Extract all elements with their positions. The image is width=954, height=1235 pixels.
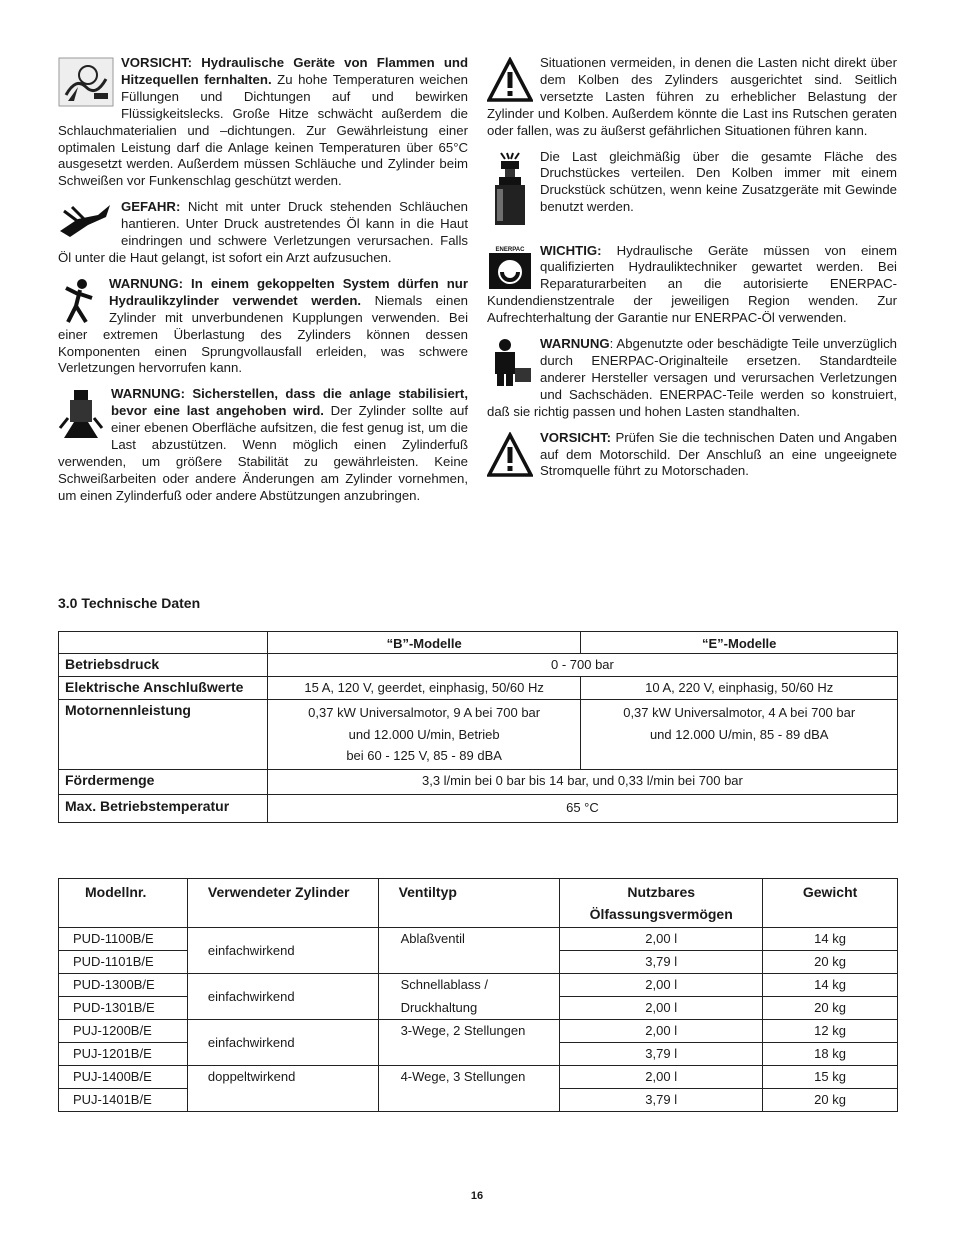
model-cell: PUJ-1400B/E (59, 1066, 188, 1089)
model-header-row (59, 879, 898, 928)
saddle-load-icon (487, 151, 533, 229)
model-cell: PUD-1101B/E (59, 951, 188, 974)
model-cell: PUD-1301B/E (59, 997, 188, 1020)
model-cell: PUJ-1200B/E (59, 1020, 188, 1043)
motor-e-line: und 12.000 U/min, 85 - 89 dBA (649, 726, 829, 742)
cylinder-cell: einfachwirkend (187, 1020, 378, 1066)
spec-row-betriebsdruck (59, 654, 898, 677)
spec-value-anschluss-e: 10 A, 220 V, einphasig, 50/60 Hz (581, 677, 898, 700)
table-row (59, 974, 898, 997)
header-capacity-line2: Ölfassungsvermögen (589, 906, 733, 922)
danger-hose-paragraph (58, 199, 468, 267)
danger-hose-text: Nicht mit unter Druck stehenden Schläuchen hantieren. Unter Druck austretendes Öl kann in die Haut eindringen und schwere Verletzungen verursachen. Falls Öl unter die Haut gelangt, ist sofort ein Arzt aufzusuchen. (58, 199, 468, 265)
spec-value-temperatur: 65 °C (267, 794, 897, 822)
coupled-system-paragraph (58, 276, 468, 377)
motor-b-line: bei 60 - 125 V, 85 - 89 dBA (346, 748, 502, 763)
warning-triangle-icon (487, 57, 533, 103)
stabilize-paragraph (58, 386, 468, 504)
motor-caution-paragraph (487, 430, 897, 481)
header-capacity-line1: Nutzbares (627, 884, 696, 900)
weight-cell: 14 kg (763, 974, 898, 997)
capacity-cell: 3,79 l (560, 1089, 763, 1112)
heat-warning-bold: VORSICHT: Hydraulische Geräte von Flammen und Hitzequellen fernhalten. (121, 55, 468, 87)
left-column (58, 55, 468, 514)
replace-parts-text: : Abgenutzte oder beschädigte Teile unverzüglich durch ENERPAC-Originalteile ersetzen. Standardteile anderer Hersteller versagen und verursachen Verletzungen und Sachschäden. ENERPAC-Teile werden so konstruiert, daß sie richtig passen und hohen Lasten standhalten. (487, 336, 897, 419)
valve-cell: Schnellablass / (378, 974, 560, 997)
header-valve: Ventiltyp (378, 879, 560, 928)
heat-warning-paragraph (58, 55, 468, 190)
motor-caution-bold: VORSICHT: (540, 429, 612, 445)
motor-e-line: 0,37 kW Universalmotor, 4 A bei 700 bar (623, 705, 856, 720)
weight-cell: 14 kg (763, 928, 898, 951)
offset-load-text: Situationen vermeiden, in denen die Lasten nicht direkt über dem Kolben des Zylinders ausgerichtet sind. Seitlich versetzte Lasten führen zu erheblicher Belastung der Zylinder und Kolben. Außerdem könnte die Last ins Rutschen geraten oder fallen, was zu äußerst gefährlichen Situationen führen kann. (487, 55, 897, 138)
important-service-paragraph (487, 243, 897, 328)
stabilize-text: Der Zylinder sollte auf einer ebenen Oberfläche aufsitzen, die fest genug ist, um die Last abzustützen. Wenn möglich einen Zylinderfuß verwenden, um größere Stabilität zu gewährleisten. Keine Schweißarbeiten oder andere Änderungen am Zylinder vornehmen, um einen Zylinderfuß oder andere Abstützungen anzubringen. (58, 403, 468, 503)
weight-cell: 18 kg (763, 1043, 898, 1066)
heat-warning-text: Zu hohe Temperaturen weichen Füllungen und Dichtungen auf und bewirken Flüssigkeitslecks. Große Hitze schwächt außerdem die Schlauchmaterialien und –dichtungen. Zur Gewährleistung einer optimalen Leistung darf die Anlage keinen Temperaturen über 65°C ausgesetzt werden. Außerdem müssen Schläuche und Zylinder beim Schweißen vor Funkenschlag geschützt werden. (58, 71, 468, 189)
spec-table (58, 631, 898, 823)
header-cylinder: Verwendeter Zylinder (187, 879, 378, 928)
important-service-bold: WICHTIG: (540, 242, 602, 258)
saddle-paragraph (487, 149, 897, 229)
enerpac-logo-icon (487, 245, 533, 291)
cylinder-stand-icon (58, 388, 104, 440)
spec-value-motor-e (581, 700, 898, 770)
warning-triangle-icon (487, 432, 533, 478)
motor-caution-text: Prüfen Sie die technischen Daten und Angaben auf dem Motorschild. Der Anschluß an eine ungeeignete Stromquelle führt zu Motorschaden. (540, 429, 897, 479)
spec-label-foerdermenge: Fördermenge (59, 769, 268, 794)
weight-cell: 15 kg (763, 1066, 898, 1089)
replace-parts-bold: WARNUNG (540, 336, 610, 352)
spec-row-anschluss (59, 677, 898, 700)
spec-value-foerdermenge: 3,3 l/min bei 0 bar bis 14 bar, und 0,33 l/min bei 700 bar (267, 769, 897, 794)
weight-cell: 20 kg (763, 997, 898, 1020)
page-number: 16 (470, 1190, 484, 1202)
model-cell: PUD-1300B/E (59, 974, 188, 997)
spec-value-motor-b (267, 700, 581, 770)
model-cell: PUD-1100B/E (59, 928, 188, 951)
table-row (59, 997, 898, 1020)
valve-cell: Druckhaltung (378, 997, 560, 1020)
danger-hose-bold: GEFAHR: (121, 199, 181, 215)
weight-cell: 20 kg (763, 951, 898, 974)
capacity-cell: 2,00 l (560, 1066, 763, 1089)
capacity-cell: 2,00 l (560, 928, 763, 951)
hand-injection-icon (58, 201, 114, 239)
spec-label-motor: Motornennleistung (59, 700, 268, 770)
spec-row-foerdermenge (59, 769, 898, 794)
table-row (59, 928, 898, 951)
capacity-cell: 3,79 l (560, 1043, 763, 1066)
spec-row-motor (59, 700, 898, 770)
capacity-cell: 2,00 l (560, 997, 763, 1020)
weight-cell: 20 kg (763, 1089, 898, 1112)
capacity-cell: 2,00 l (560, 974, 763, 997)
table-row (59, 1066, 898, 1089)
weight-cell: 12 kg (763, 1020, 898, 1043)
spec-label-temperatur: Max. Betriebstemperatur (59, 794, 268, 822)
spec-header-row (59, 632, 898, 654)
replace-parts-paragraph (487, 336, 897, 421)
spec-value-anschluss-b: 15 A, 120 V, geerdet, einphasig, 50/60 Hz (267, 677, 581, 700)
technician-icon (487, 338, 533, 388)
spec-label-anschluss: Elektrische Anschlußwerte (59, 677, 268, 700)
flame-heat-icon (58, 57, 114, 107)
model-cell: PUJ-1201B/E (59, 1043, 188, 1066)
valve-cell: 4-Wege, 3 Stellungen (378, 1066, 560, 1112)
header-weight: Gewicht (763, 879, 898, 928)
motor-b-line: 0,37 kW Universalmotor, 9 A bei 700 bar (308, 705, 541, 720)
capacity-cell: 3,79 l (560, 951, 763, 974)
header-capacity (560, 879, 763, 928)
model-table (58, 878, 898, 1112)
spec-row-temperatur (59, 794, 898, 822)
saddle-text: Die Last gleichmäßig über die gesamte Fläche des Druchstückes verteilen. Den Kolben immer mit einem Druckstück schützen, wenn keine Zusatzgeräte mit Gewinde benutzt werden. (540, 148, 897, 215)
offset-load-paragraph (487, 55, 897, 140)
cylinder-cell: einfachwirkend (187, 974, 378, 1020)
valve-cell: 3-Wege, 2 Stellungen (378, 1020, 560, 1066)
right-column (487, 55, 897, 489)
header-model: Modellnr. (59, 879, 188, 928)
section-title: 3.0 Technische Daten (58, 595, 201, 611)
capacity-cell: 2,00 l (560, 1020, 763, 1043)
valve-cell: Ablaßventil (378, 928, 560, 974)
spec-value-betriebsdruck: 0 - 700 bar (267, 654, 897, 677)
important-service-text: Hydraulische Geräte müssen von einem qualifizierten Hydrauliktechniker gewartet werden. Bei Reparaturarbeiten an die autorisierte ENERPAC-Kundendienstzentrale der jeweiligen Region wenden. Zur Aufrechterhaltung der Garantie nur ENERPAC-Öl verwenden. (487, 242, 897, 326)
spec-header-e: “E”-Modelle (581, 632, 898, 654)
stabilize-bold: WARNUNG: Sicherstellen, dass die anlage stabilisiert, bevor eine last angehoben wird. (111, 386, 468, 419)
spec-header-empty (59, 632, 268, 654)
model-cell: PUJ-1401B/E (59, 1089, 188, 1112)
spec-header-b: “B”-Modelle (267, 632, 581, 654)
enerpac-logo-text: ENERPAC (495, 246, 525, 253)
motor-b-line: und 12.000 U/min, Betrieb (348, 726, 500, 742)
table-row (59, 1020, 898, 1043)
person-injury-icon (58, 278, 102, 326)
cylinder-cell: einfachwirkend (187, 928, 378, 974)
coupled-system-bold: WARNUNG: In einem gekoppelten System dürfen nur Hydraulikzylinder verwendet werden. (109, 275, 468, 308)
cylinder-cell: doppeltwirkend (187, 1066, 378, 1112)
spec-label-betriebsdruck: Betriebsdruck (59, 654, 268, 677)
coupled-system-text: Niemals einen Zylinder mit unverbundenen Kupplungen verwenden. Bei einer extremen Überlastung des Zylinders können dessen Komponenten einen Sprungvollausfall erleiden, was schwere Verletzungen hervorrufen kann. (58, 292, 468, 376)
